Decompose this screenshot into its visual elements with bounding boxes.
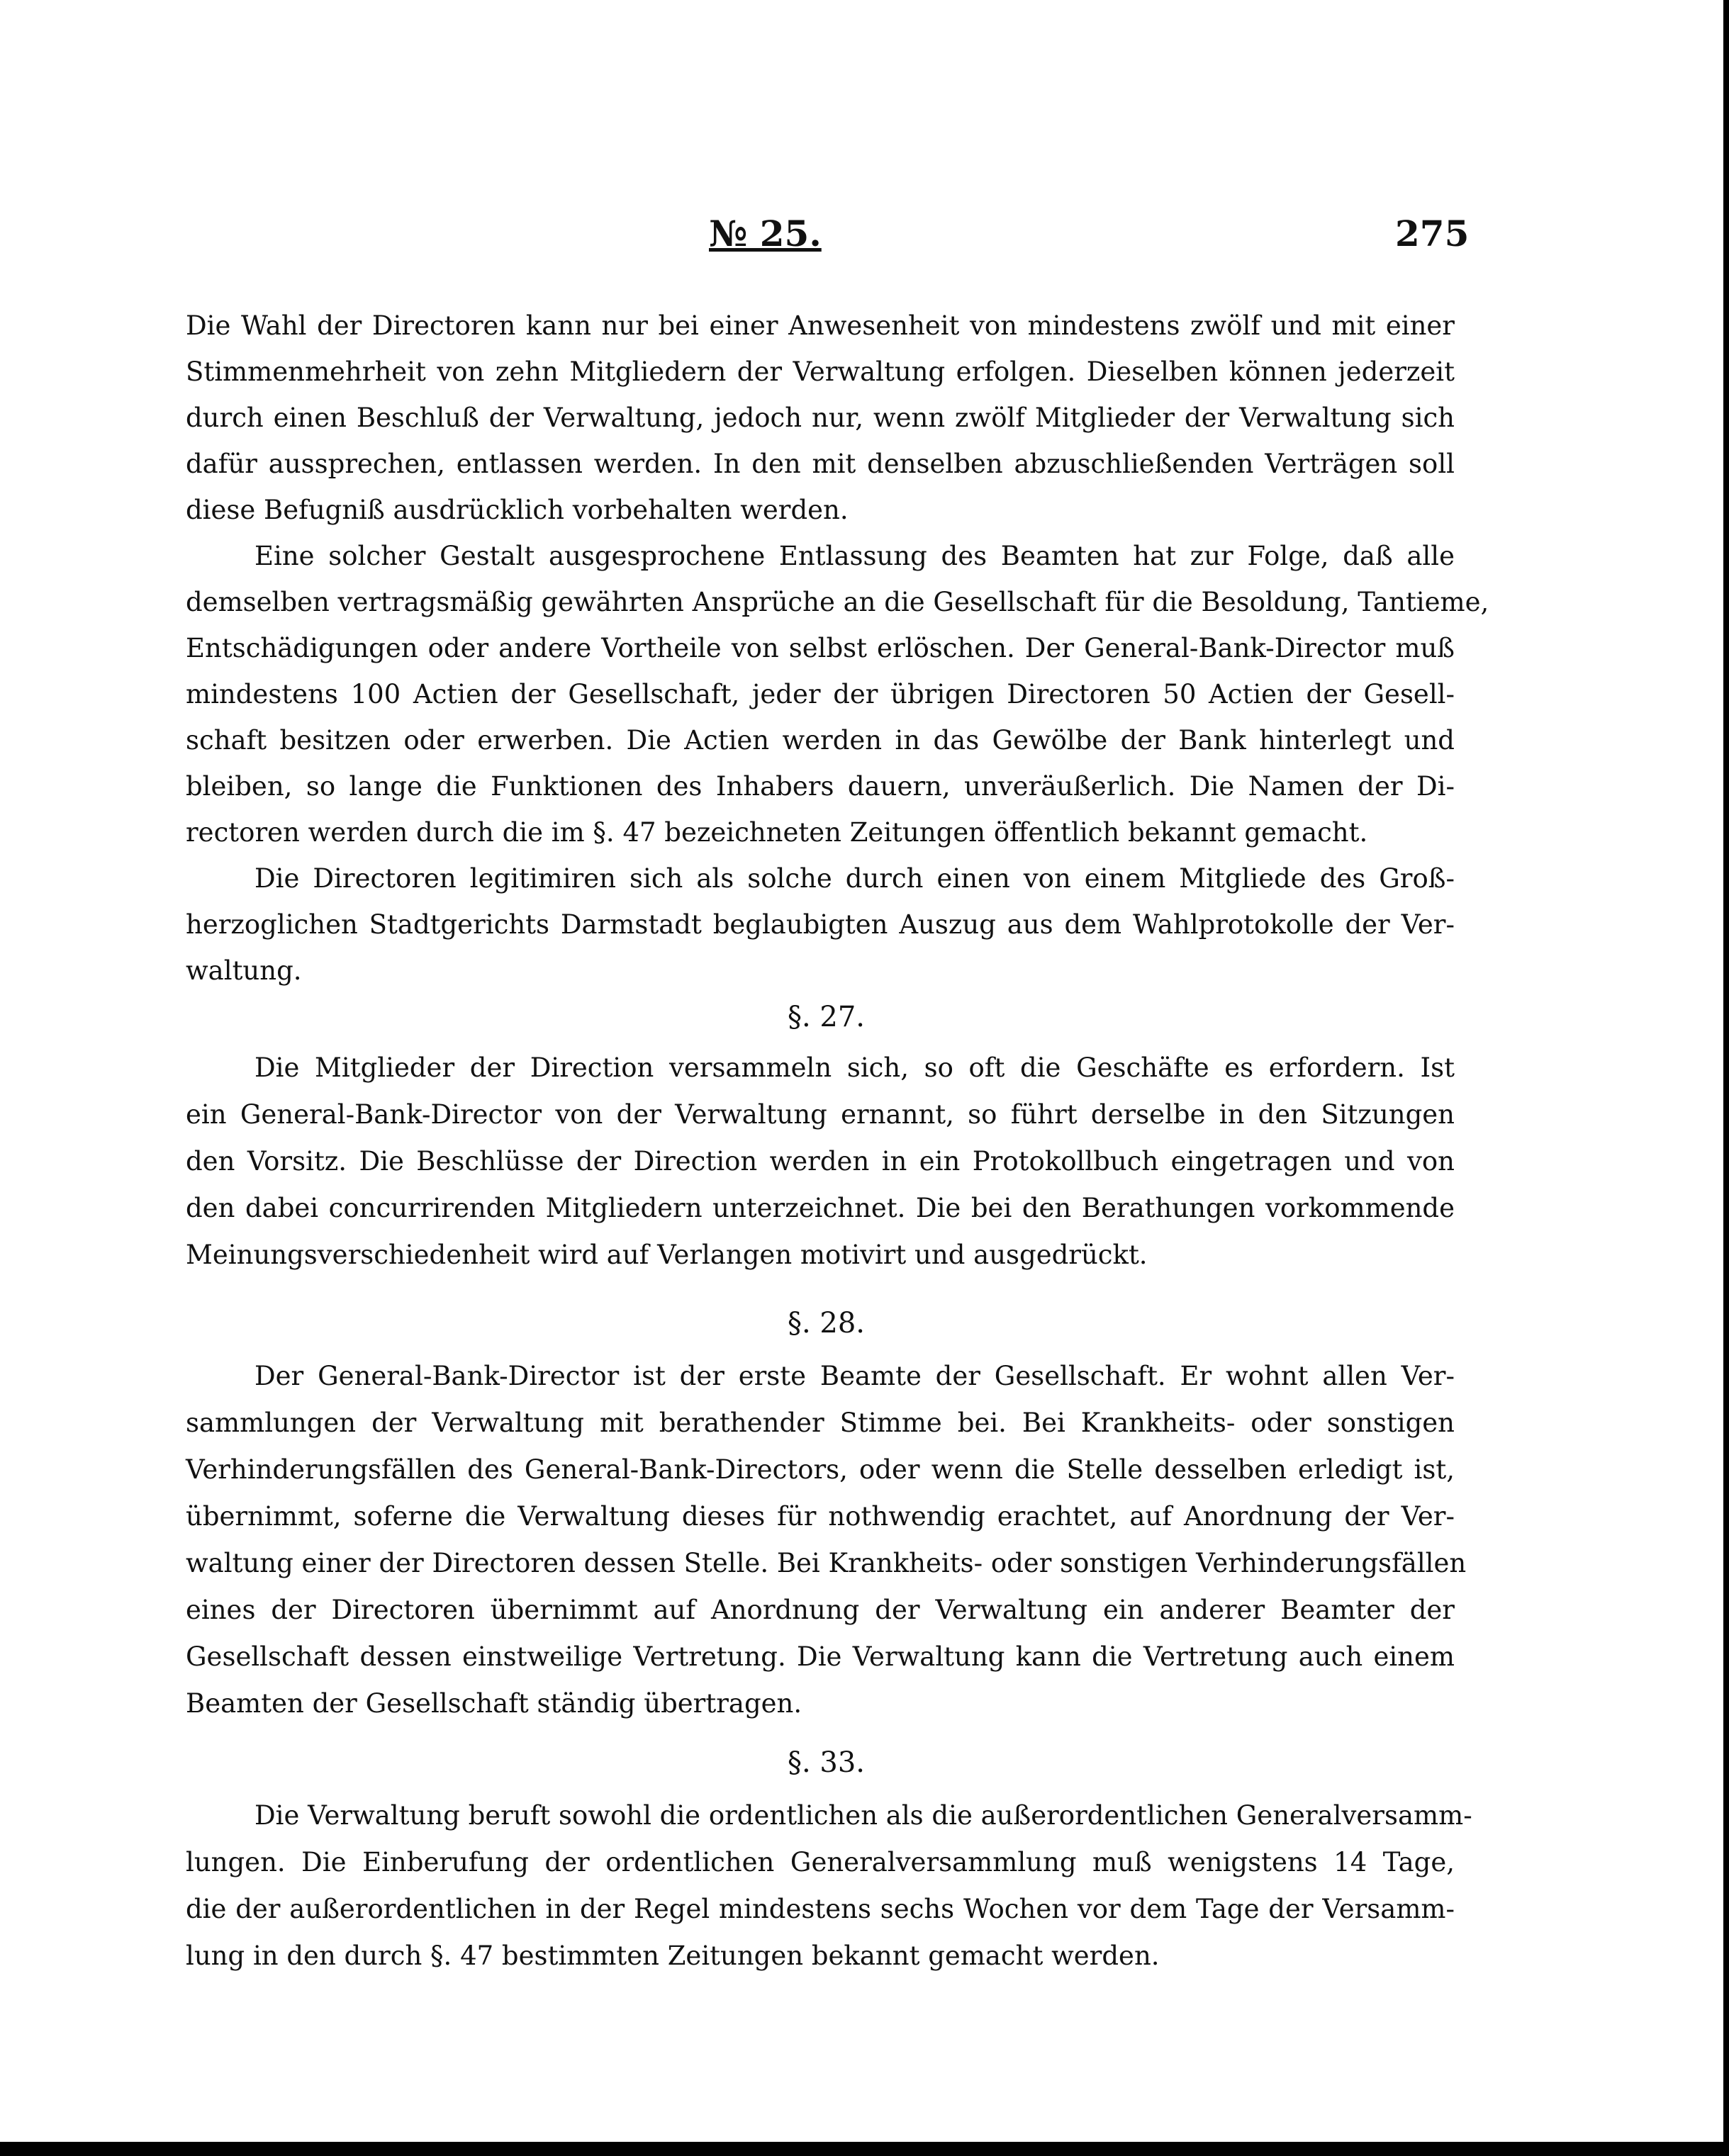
issue-number: № 25. [709, 213, 822, 254]
scan-border-bottom [0, 2142, 1729, 2156]
text-line: den Vorsitz. Die Beschlüsse der Direction werden in ein Protokollbuch eingetragen und von [186, 1146, 1455, 1177]
text-line: ein General-Bank-Director von der Verwaltung ernannt, so führt derselbe in den Sitzungen [186, 1099, 1455, 1130]
text-line: waltung einer der Directoren dessen Stelle. Bei Krankheits- oder sonstigen Verhinderungsfällen [186, 1548, 1467, 1578]
text-line: dafür aussprechen, entlassen werden. In den mit denselben abzuschließenden Verträgen soll [186, 449, 1455, 479]
text-line: den dabei concurrirenden Mitgliedern unterzeichnet. Die bei den Berathungen vorkommende [186, 1193, 1455, 1223]
text-line: Verhinderungsfällen des General-Bank-Directors, oder wenn die Stelle desselben erledigt ist, [186, 1454, 1455, 1485]
section-heading [0, 1306, 1729, 1341]
text-line: Die Directoren legitimiren sich als solche durch einen von einem Mitgliede des Groß- [254, 863, 1455, 894]
page-number: 275 [1395, 213, 1470, 254]
text-line: übernimmt, soferne die Verwaltung dieses für nothwendig erachtet, auf Anordnung der Ver- [186, 1501, 1455, 1532]
text-line: rectoren werden durch die im §. 47 bezeichneten Zeitungen öffentlich bekannt gemacht. [186, 817, 1368, 848]
scan-border-right [1723, 0, 1729, 2156]
text-line: demselben vertragsmäßig gewährten Ansprüche an die Gesellschaft für die Besoldung, Tantieme, [186, 587, 1489, 617]
text-line: durch einen Beschluß der Verwaltung, jedoch nur, wenn zwölf Mitglieder der Verwaltung sich [186, 403, 1455, 433]
text-line: diese Befugniß ausdrücklich vorbehalten werden. [186, 495, 849, 525]
text-line: Beamten der Gesellschaft ständig übertragen. [186, 1688, 802, 1719]
text-line: waltung. [186, 955, 302, 986]
text-line: Eine solcher Gestalt ausgesprochene Entlassung des Beamten hat zur Folge, daß alle [254, 541, 1455, 571]
text-line: Meinungsverschiedenheit wird auf Verlangen motivirt und ausgedrückt. [186, 1240, 1148, 1270]
text-line: herzoglichen Stadtgerichts Darmstadt beglaubigten Auszug aus dem Wahlprotokolle der Ver- [186, 909, 1455, 940]
text-line: Die Verwaltung beruft sowohl die ordentlichen als die außerordentlichen Generalversamm- [254, 1800, 1472, 1831]
text-line: Die Mitglieder der Direction versammeln sich, so oft die Geschäfte es erfordern. Ist [254, 1052, 1455, 1083]
section-heading-text: §. 28. [787, 1307, 866, 1340]
text-line: Die Wahl der Directoren kann nur bei einer Anwesenheit von mindestens zwölf und mit einer [186, 310, 1455, 341]
section-heading-text: §. 27. [787, 1001, 866, 1033]
text-line: die der außerordentlichen in der Regel mindestens sechs Wochen vor dem Tage der Versamm- [186, 1894, 1455, 1924]
text-line: schaft besitzen oder erwerben. Die Actien werden in das Gewölbe der Bank hinterlegt und [186, 725, 1455, 756]
text-line: lungen. Die Einberufung der ordentlichen Generalversammlung muß wenigstens 14 Tage, [186, 1847, 1455, 1877]
text-line: sammlungen der Verwaltung mit berathender Stimme bei. Bei Krankheits- oder sonstigen [186, 1408, 1455, 1438]
text-line: mindestens 100 Actien der Gesellschaft, jeder der übrigen Directoren 50 Actien der Gesell- [186, 679, 1455, 709]
section-heading [0, 999, 1729, 1035]
text-line: lung in den durch §. 47 bestimmten Zeitungen bekannt gemacht werden. [186, 1941, 1160, 1971]
text-line: Entschädigungen oder andere Vortheile von selbst erlöschen. Der General-Bank-Director muß [186, 633, 1455, 663]
text-line: Gesellschaft dessen einstweilige Vertretung. Die Verwaltung kann die Vertretung auch einem [186, 1641, 1455, 1672]
text-line: Stimmenmehrheit von zehn Mitgliedern der Verwaltung erfolgen. Dieselben können jederzeit [186, 356, 1455, 387]
section-heading [0, 1745, 1729, 1780]
text-line: bleiben, so lange die Funktionen des Inhabers dauern, unveräußerlich. Die Namen der Di- [186, 771, 1455, 802]
text-line: eines der Directoren übernimmt auf Anordnung der Verwaltung ein anderer Beamter der [186, 1595, 1455, 1625]
section-heading-text: §. 33. [787, 1746, 866, 1779]
text-line: Der General-Bank-Director ist der erste Beamte der Gesellschaft. Er wohnt allen Ver- [254, 1361, 1455, 1391]
